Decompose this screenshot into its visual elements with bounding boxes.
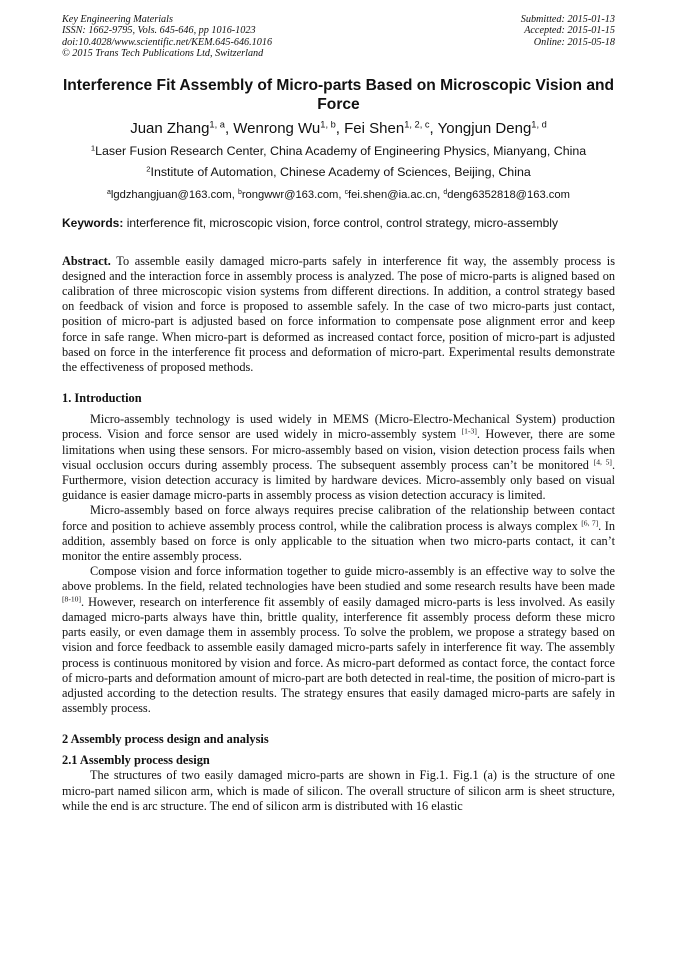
citation[interactable]: [8-10] <box>62 594 82 604</box>
abstract <box>62 254 615 376</box>
assembly-body <box>62 768 615 814</box>
journal-info <box>62 14 272 60</box>
author-affil-mark: 1, d <box>531 119 547 130</box>
author-affil-mark: 1, 2, c <box>404 119 430 130</box>
email-link[interactable]: fei.shen@ia.ac.cn, <box>348 188 444 201</box>
journal-copyright: © 2015 Trans Tech Publications Ltd, Switzerland <box>62 48 264 60</box>
affiliation-2: $^2$Institute of Automation, Chinese Academy of Sciences, Beijing, China <box>146 164 531 179</box>
submission-dates <box>521 14 615 60</box>
abstract-label: Abstract. <box>62 253 111 268</box>
author-list: Juan Zhang$^{1, a}$, Wenrong Wu$^{1, b}$, Fei Shen$^{1, 2, c}$, Yongjun Deng$^{1, d}$ <box>130 119 547 137</box>
author-name: Yongjun Deng <box>437 119 532 137</box>
paragraph: Compose vision and force information together to guide micro-assembly is an effective way to solve the above problems. In the field, related technologies have been studied and some research results have been made [8-10]. However, research on interference fit assembly of easily damaged micro-parts is less involved. As easily damaged micro-parts always have thin, brittle quality, interference fit assembly process deform these micro parts easily, or even damage them in assembly process. To solve the problem, we propose a strategy based on vision and force feedback to assemble easily damaged micro-parts safely in interference fit way. The assembly process is continuous monitored by vision and force. As micro-part deformed as contact force, the contact force of micro-parts and deformation amount of micro-part are both detected in real-time, the position of micro-part is adjusted according to the detection results. The strategy ensures that easily damaged micro-parts are safely in assembly process. <box>62 564 615 716</box>
author-affil-mark: 1, a <box>209 119 225 130</box>
accepted-date: Accepted: 2015-01-15 <box>524 25 615 37</box>
author-name: Juan Zhang <box>130 119 210 137</box>
paragraph: Micro-assembly based on force always requires precise calibration of the relationship between contact force and position to achieve assembly process control, while the calibration process is always complex [6, 7]. In addition, assembly based on force is only applicable to the situation when two micro-parts contact, it can’t monitor the entire assembly process. <box>62 503 615 564</box>
online-date: Online: 2015-05-18 <box>533 36 615 48</box>
citation[interactable]: [1-3] <box>461 426 477 436</box>
section-heading-introduction: 1. Introduction <box>62 391 142 406</box>
paper-page <box>62 14 615 814</box>
keywords-text: interference fit, microscopic vision, force control, control strategy, micro-assembly <box>123 215 558 230</box>
paragraph: The structures of two easily damaged micro-parts are shown in Fig.1. Fig.1 (a) is the structure of one micro-part named silicon arm, which is made of silicon. The overall structure of silicon arm is sheet structure, while the end is arc structure. The end of silicon arm is distributed with 16 elastic <box>62 768 615 813</box>
subsection-heading: 2.1 Assembly process design <box>62 753 210 768</box>
submitted-date: Submitted: 2015-01-13 <box>520 14 615 25</box>
email-link[interactable]: rongwwr@163.com, <box>241 188 345 201</box>
journal-header <box>62 14 615 60</box>
paragraph: Micro-assembly technology is used widely in MEMS (Micro-Electro-Mechanical System) production process. Vision and force sensor are used widely in micro-assembly system [1-3]. However, there are some limitations when using these sensors. For micro-assembly based on vision, vision detection process fails when visual occlusion occurs during assembly process. The subsequent assembly process can’t be monitored [4, 5]. Furthermore, vision detection accuracy is limited by hardware devices. Micro-assembly only based on visual guidance is easier damage micro-parts in assembly process as vision detection accuracy is limited. <box>62 412 616 503</box>
email-list: $^a$lgdzhangjuan@163.com, $^b$rongwwr@163.com, $^c$fei.shen@ia.ac.cn, $^d$deng6352818@163.com <box>107 188 570 201</box>
journal-issn: ISSN: 1662-9795, Vols. 645-646, pp 1016-1023 <box>62 25 256 37</box>
affiliation-1: $^1$Laser Fusion Research Center, China Academy of Engineering Physics, Mianyang, China <box>90 143 587 158</box>
author-affil-mark: 1, b <box>320 119 336 130</box>
journal-doi: doi:10.4028/www.scientific.net/KEM.645-646.1016 <box>62 36 273 48</box>
keywords-label: Keywords: <box>62 215 124 230</box>
author-name: Fei Shen <box>344 119 405 137</box>
email-link[interactable]: deng6352818@163.com <box>447 188 570 201</box>
citation[interactable]: [6, 7] <box>581 518 599 528</box>
section-heading-assembly: 2 Assembly process design and analysis <box>62 732 269 747</box>
email-link[interactable]: lgdzhangjuan@163.com, <box>110 188 238 201</box>
abstract-text: To assemble easily damaged micro-parts safely in interference fit way, the assembly process is designed and the interaction force in assembly process is analyzed. The pose of micro-parts is aligned based on calibration of three microscopic vision systems from different directions. In addition, a control strategy based on feedback of vision and force is proposed to assemble safely. In the case of two micro-parts just contact, position of micro-part is adjusted based on force information to compensate pose alignment error and keep force in safe range. When micro-part is deformed as increased contact force, position of micro-part is adjusted based on force in the interference fit process and deformation of micro-part. Experimental results demonstrate the effectiveness of proposed methods. <box>62 253 615 375</box>
journal-name: Key Engineering Materials <box>62 14 173 25</box>
introduction-body <box>62 412 615 716</box>
citation[interactable]: [4, 5] <box>593 457 612 467</box>
author-name: Wenrong Wu <box>233 119 321 137</box>
paper-title: Interference Fit Assembly of Micro-parts Based on Microscopic Vision and Force <box>62 76 615 113</box>
keywords <box>62 216 615 231</box>
